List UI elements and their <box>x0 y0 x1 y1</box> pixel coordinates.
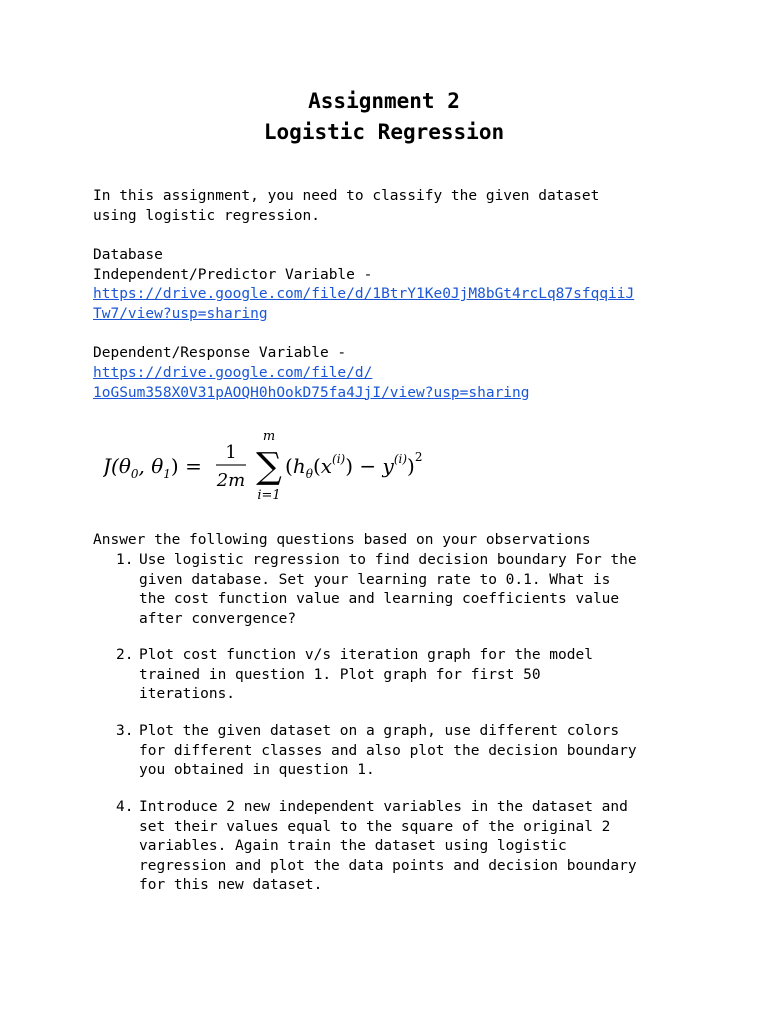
title-line-2: Logistic Regression <box>263 120 505 144</box>
list-number: 3. <box>116 723 134 739</box>
svg-text:m: m <box>262 429 276 444</box>
list-number: 2. <box>116 647 134 663</box>
list-text: Introduce 2 new independent variables in the dataset and set their values equal to the square of the original 2 variables. Again train the dataset using logistic regression and plot the data points and decision boundary for this new dataset. <box>139 799 637 894</box>
svg-text:i=1: i=1 <box>257 488 281 503</box>
questions-intro: Answer the following questions based on your observations <box>93 532 591 548</box>
svg-text:2m: 2m <box>216 470 246 491</box>
svg-text:(hθ(x(i)) − y(i))2: $(h_\theta(x^{(i)}) - y^{(i)})^2$ <box>285 450 423 481</box>
independent-link[interactable]: https://drive.google.com/file/d/1BtrY1Ke0JjM8bGt4rcLq87sfqqiiJ Tw7/view?usp=sharing <box>93 286 635 322</box>
list-number: 4. <box>116 799 134 815</box>
svg-text:J(θ0, θ1) =: $J(\theta_0$, $\theta_1$) = <box>103 454 202 481</box>
list-text: Plot the given dataset on a graph, use different colors for different classes and also plot the decision boundary you obtained in question 1. <box>139 723 637 779</box>
list-text: Plot cost function v/s iteration graph for the model trained in question 1. Plot graph for first 50 iterations. <box>139 647 593 703</box>
title-line-1: Assignment 2 <box>308 89 460 113</box>
dependent-label: Dependent/Response Variable - <box>93 345 347 361</box>
independent-label: Independent/Predictor Variable - <box>93 267 373 283</box>
intro-text: In this assignment, you need to classify the given dataset using logistic regression. <box>93 188 600 224</box>
list-number: 1. <box>116 552 134 568</box>
cost-function-formula <box>103 428 453 506</box>
database-label: Database <box>93 247 163 263</box>
svg-text:∑: ∑ <box>256 446 282 487</box>
dependent-link[interactable]: https://drive.google.com/file/d/ 1oGSum358X0V31pAOQH0hOokD75fa4JjI/view?usp=sharing <box>93 365 530 401</box>
svg-text:1: 1 <box>225 442 237 463</box>
list-text: Use logistic regression to find decision boundary For the given database. Set your learning rate to 0.1. What is the cost function value and learning coefficients value after convergence? <box>139 552 637 627</box>
